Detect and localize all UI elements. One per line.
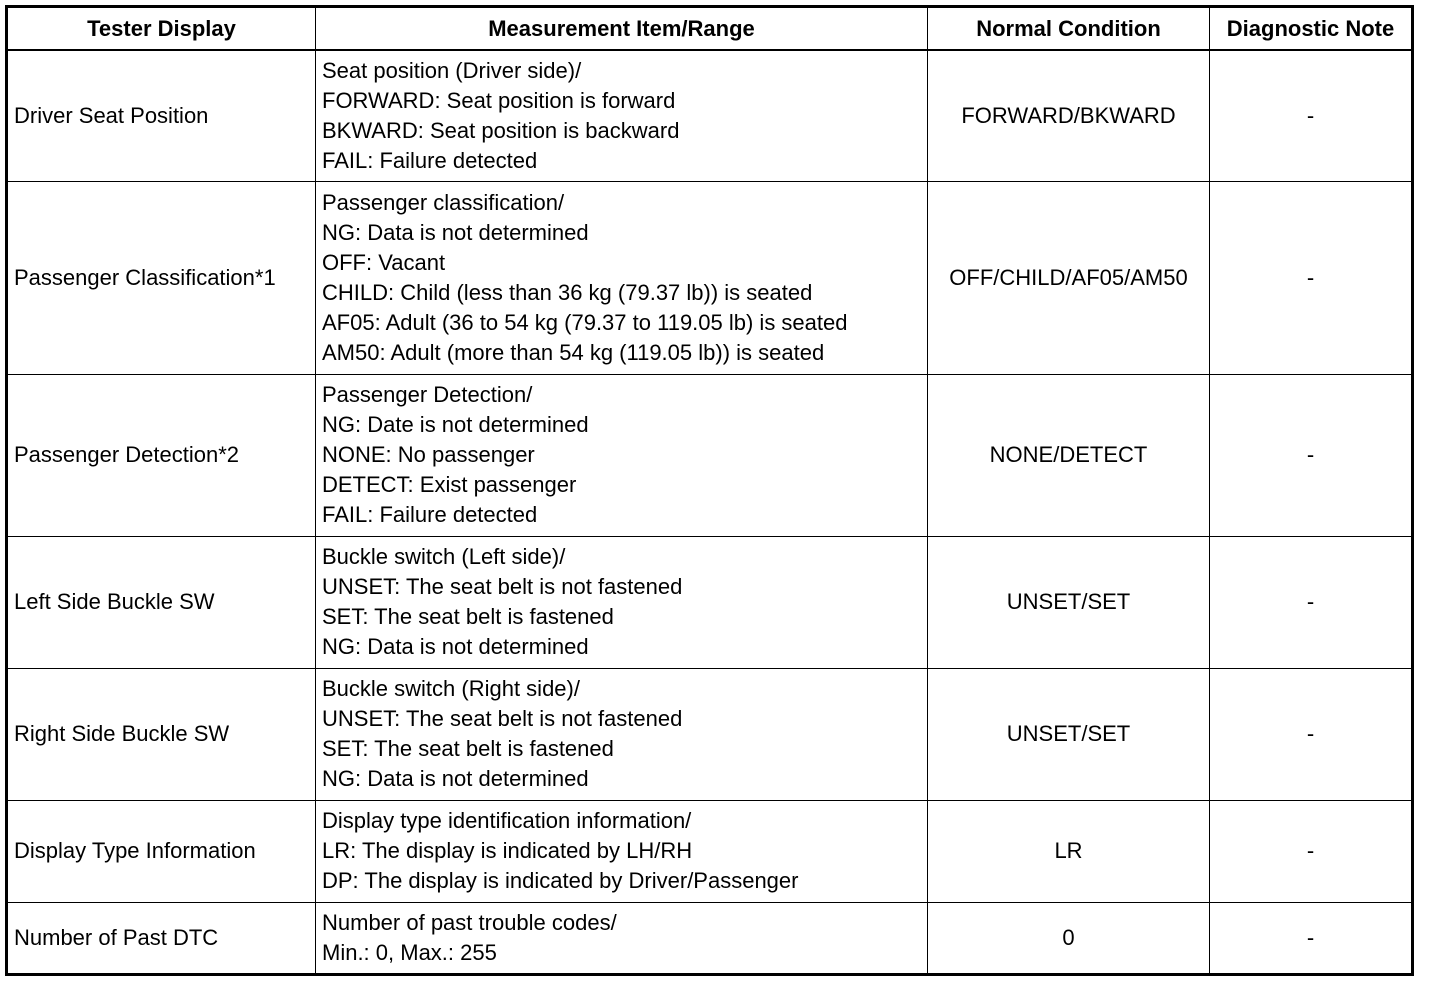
header-tester-display: Tester Display	[7, 7, 316, 51]
normal-condition-cell: UNSET/SET	[928, 668, 1210, 800]
table-row	[7, 181, 1413, 374]
measurement-cell	[316, 668, 928, 800]
diagnostic-note-cell: -	[1210, 668, 1413, 800]
measurement-cell	[316, 50, 928, 181]
measurement-line: LR: The display is indicated by LH/RH	[322, 838, 693, 863]
normal-condition-cell: 0	[928, 902, 1210, 974]
diagnostic-note-cell: -	[1210, 902, 1413, 974]
measurement-cell	[316, 536, 928, 668]
header-diagnostic-note: Diagnostic Note	[1210, 7, 1413, 51]
measurement-line: CHILD: Child (less than 36 kg (79.37 lb)) is seated	[322, 279, 813, 305]
tester-display-cell: Number of Past DTC	[7, 902, 316, 974]
measurement-line: UNSET: The seat belt is not fastened	[322, 706, 683, 731]
diagnostic-note-cell: -	[1210, 374, 1413, 536]
measurement-line: Seat position (Driver side)/	[322, 57, 582, 83]
measurement-line: Passenger Detection/	[322, 382, 533, 407]
measurement-line: SET: The seat belt is fastened	[322, 736, 614, 761]
measurement-line: Passenger classification/	[322, 189, 565, 215]
measurement-cell	[316, 181, 928, 374]
measurement-cell	[316, 800, 928, 902]
measurement-line: AM50: Adult (more than 54 kg (119.05 lb)) is seated	[322, 339, 825, 365]
table-row	[7, 374, 1413, 536]
measurement-line: Display type identification information/	[322, 808, 692, 833]
measurement-line: NG: Data is not determined	[322, 219, 589, 245]
measurement-line: AF05: Adult (36 to 54 kg (79.37 to 119.05 lb) is seated	[322, 309, 848, 335]
diagnostic-note-cell: -	[1210, 50, 1413, 181]
table-row	[7, 668, 1413, 800]
tester-display-cell: Passenger Classification*1	[7, 181, 316, 374]
table-row	[7, 902, 1413, 974]
measurement-cell	[316, 374, 928, 536]
measurement-line: DP: The display is indicated by Driver/Passenger	[322, 868, 799, 893]
data-list-table	[5, 5, 1414, 976]
header-measurement: Measurement Item/Range	[316, 7, 928, 51]
measurement-line: DETECT: Exist passenger	[322, 472, 577, 497]
normal-condition-cell: LR	[928, 800, 1210, 902]
measurement-line: FAIL: Failure detected	[322, 147, 538, 173]
header-normal-condition: Normal Condition	[928, 7, 1210, 51]
measurement-line: Buckle switch (Left side)/	[322, 544, 566, 569]
normal-condition-cell: NONE/DETECT	[928, 374, 1210, 536]
measurement-line: NONE: No passenger	[322, 442, 535, 467]
measurement-line: Min.: 0, Max.: 255	[322, 939, 497, 965]
normal-condition-cell: UNSET/SET	[928, 536, 1210, 668]
tester-display-cell: Left Side Buckle SW	[7, 536, 316, 668]
measurement-line: FAIL: Failure detected	[322, 502, 538, 527]
diagnostic-note-cell: -	[1210, 800, 1413, 902]
tester-display-cell: Driver Seat Position	[7, 50, 316, 181]
measurement-line: BKWARD: Seat position is backward	[322, 117, 680, 143]
measurement-line: NG: Data is not determined	[322, 766, 589, 791]
diagnostic-note-cell: -	[1210, 181, 1413, 374]
table-row	[7, 50, 1413, 181]
measurement-line: SET: The seat belt is fastened	[322, 604, 614, 629]
table-row	[7, 536, 1413, 668]
measurement-line: FORWARD: Seat position is forward	[322, 87, 676, 113]
diagnostic-note-cell: -	[1210, 536, 1413, 668]
measurement-line: UNSET: The seat belt is not fastened	[322, 574, 683, 599]
normal-condition-cell: FORWARD/BKWARD	[928, 50, 1210, 181]
table-row	[7, 800, 1413, 902]
tester-display-cell: Passenger Detection*2	[7, 374, 316, 536]
measurement-line: NG: Date is not determined	[322, 412, 589, 437]
normal-condition-cell: OFF/CHILD/AF05/AM50	[928, 181, 1210, 374]
tester-display-cell: Display Type Information	[7, 800, 316, 902]
measurement-line: Number of past trouble codes/	[322, 909, 617, 935]
measurement-line: NG: Data is not determined	[322, 634, 589, 659]
measurement-line: Buckle switch (Right side)/	[322, 676, 580, 701]
measurement-cell	[316, 902, 928, 974]
header-row	[7, 7, 1413, 51]
tester-display-cell: Right Side Buckle SW	[7, 668, 316, 800]
measurement-line: OFF: Vacant	[322, 249, 446, 275]
